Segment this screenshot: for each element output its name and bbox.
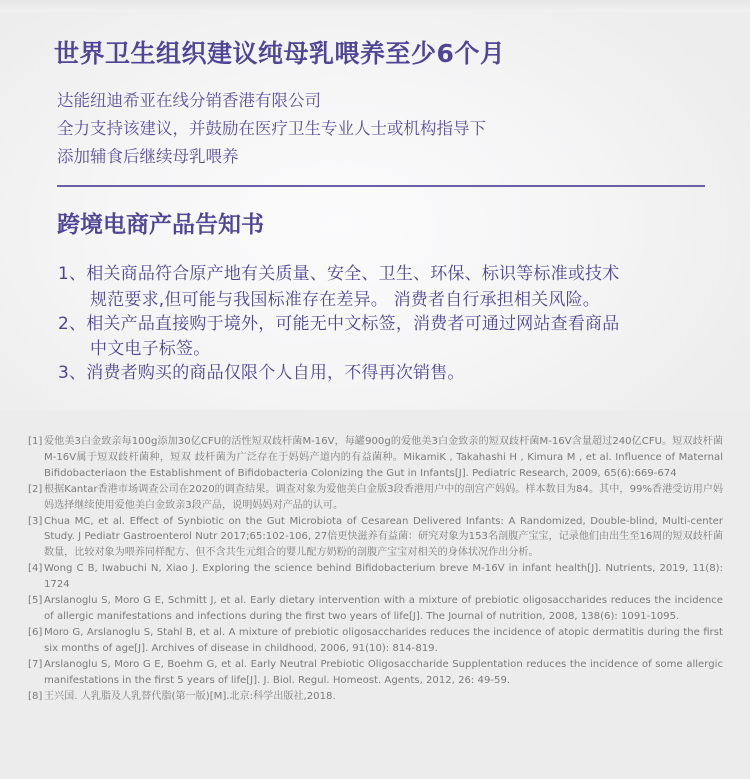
reference-text: Arslanoglu S, Moro G E, Boehm G, et al. Early Neutral Prebiotic Oligosaccharide Supplentation reduces the incidence of some allergic manifestations in the first 5 years of life[J]. J. Biol. Regul. Homeost. Agents, 2012, 26: 49-59. [44, 658, 723, 686]
references-list [28, 434, 723, 704]
reference-number: [2] [28, 483, 43, 495]
statement-line-1: 达能纽迪希亚在线分销香港有限公司 [57, 91, 321, 110]
statement-line-2: 全力支持该建议，并鼓励在医疗卫生专业人士或机构指导下 [57, 119, 486, 138]
top-band [0, 0, 750, 12]
reference-text: 根据Kantar香港市场调查公司在2020的调查结果。调查对象为爱他美白金版3段香港用户中的剖宫产妈妈。样本数目为84。其中，99%香港受访用户妈妈选择继续使用爱他美白金致亲3段产品，说明妈妈对产品的认可。 [44, 483, 723, 511]
notice-item-1-cont: 规范要求,但可能与我国标准存在差异。 消费者自行承担相关风险。 [90, 290, 601, 310]
statement-line-3: 添加辅食后继续母乳喂养 [57, 147, 239, 166]
reference-text: 王兴国. 人乳脂及人乳替代脂(第一版)[M].北京:科学出版社,2018. [44, 690, 336, 702]
reference-number: [3] [28, 515, 43, 527]
reference-item [28, 593, 723, 625]
reference-text: Chua MC, et al. Effect of Synbiotic on the Gut Microbiota of Cesarean Delivered Infants: A Randomized, Double-blind, Multi-center Study. J Pediatr Gastroenterol Nutr 2017;65:102-106, 27倍更快滋养有益菌：研究对象为153名剖腹产宝宝，记录他们由出生至16周的短双歧杆菌数量，比较对象为喂养同样配方、但不含共生元组合的婴儿配方奶粉的剖腹产宝宝对相关的身体状况作出分析。 [44, 515, 723, 559]
reference-item [28, 657, 723, 689]
reference-number: [5] [28, 595, 43, 607]
who-recommendation-title: 世界卫生组织建议纯母乳喂养至少6个月 [54, 39, 506, 68]
reference-item [28, 561, 723, 593]
reference-item [28, 482, 723, 514]
notice-item-3: 3、消费者购买的商品仅限个人自用，不得再次销售。 [58, 363, 465, 383]
reference-text: Moro G, Arslanoglu S, Stahl B, et al. A mixture of prebiotic oligosaccharides reduces the incidence of atopic dermatitis during the first six months of age[J]. Archives of disease in childhood, 2006, 91(10): 814-819. [44, 626, 723, 654]
notice-item-2: 2、相关产品直接购于境外，可能无中文标签，消费者可通过网站查看商品 [58, 314, 620, 334]
reference-item [28, 689, 723, 705]
reference-item [28, 514, 723, 562]
reference-number: [6] [28, 626, 43, 638]
reference-number: [4] [28, 563, 43, 575]
cross-border-notice-title: 跨境电商产品告知书 [57, 212, 264, 238]
reference-number: [8] [28, 690, 43, 702]
section-divider [57, 185, 705, 187]
reference-item [28, 434, 723, 482]
reference-number: [7] [28, 658, 43, 670]
reference-text: Arslanoglu S, Moro G E, Schmitt J, et al. Early dietary intervention with a mixture of prebiotic oligosaccharides reduces the incidence of allergic manifestations and infections during the first two years of life[J]. The Journal of nutrition, 2008, 138(6): 1091-1095. [44, 595, 723, 622]
notice-item-2-cont: 中文电子标签。 [90, 339, 211, 359]
reference-text: Wong C B, Iwabuchi N, Xiao J. Exploring the science behind Bifidobacterium breve M-16V in infant health[J]. Nutrients, 2019, 11(8): 1724 [44, 563, 723, 591]
notice-item-1: 1、相关商品符合原产地有关质量、安全、卫生、环保、标识等标准或技术 [58, 264, 620, 284]
reference-number: [1] [28, 436, 43, 447]
reference-text: 爱他美3白金致亲每100g添加30亿CFU的活性短双歧杆菌M-16V，每罐900g的爱他美3白金致亲的短双歧杆菌M-16V含量超过240亿CFU。短双歧杆菌M-16V属于短双歧杆菌种，短双 歧杆菌为广泛存在于妈妈产道内的有益菌种。MikamiK , Takahashi H , Kimura M , et al. Influence of Maternal Bifidobacteriaon the Establishment of Bifidobacteria Colonizing the Gut in Infants[J]. Pediatric Research, 2009, 65(6):669-674 [44, 436, 723, 479]
reference-item [28, 625, 723, 657]
